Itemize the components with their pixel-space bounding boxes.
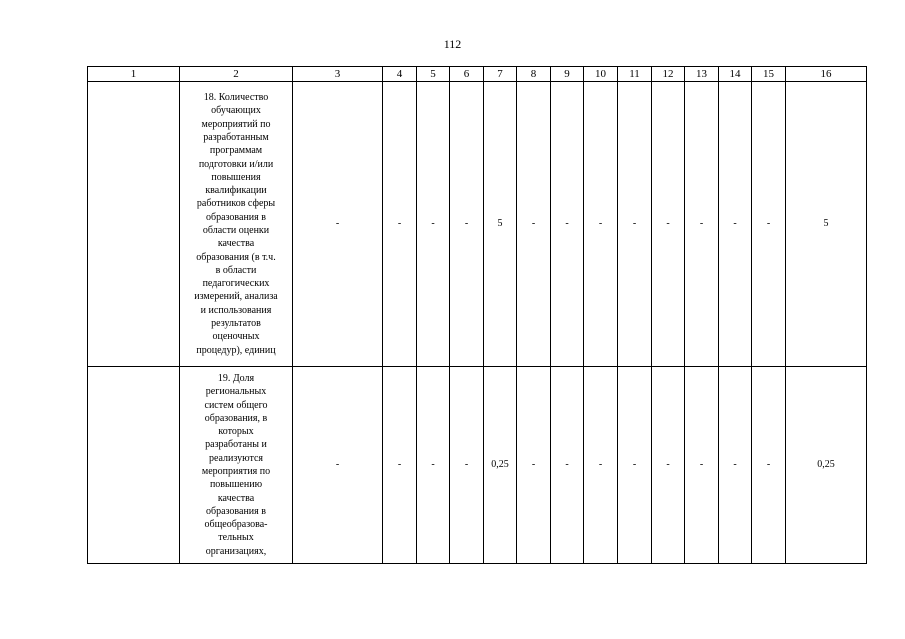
column-header: 14 <box>719 67 752 82</box>
table-cell: - <box>685 82 719 367</box>
column-header: 10 <box>584 67 618 82</box>
table-cell: - <box>719 367 752 564</box>
column-header: 11 <box>618 67 652 82</box>
column-header: 5 <box>417 67 450 82</box>
table-cell: - <box>450 82 484 367</box>
column-header: 9 <box>551 67 584 82</box>
table-cell: - <box>417 367 450 564</box>
column-header: 15 <box>752 67 786 82</box>
table-cell: - <box>293 367 383 564</box>
table-cell: - <box>752 82 786 367</box>
table-cell: - <box>450 367 484 564</box>
table-cell: - <box>752 367 786 564</box>
data-table <box>87 66 867 564</box>
table-cell: - <box>383 367 417 564</box>
table-cell: - <box>584 82 618 367</box>
indicator-text: 19. Доля региональных систем общего образования, в которых разработаны и реализуются мероприятия по повышению качества образования в общеобразова- тельных организациях, <box>201 372 271 557</box>
column-header: 13 <box>685 67 719 82</box>
table-row <box>88 367 867 564</box>
header-row <box>88 67 867 82</box>
column-header: 12 <box>652 67 685 82</box>
column-header: 4 <box>383 67 417 82</box>
table-cell <box>88 82 180 367</box>
page-number: 112 <box>443 37 462 51</box>
column-header: 1 <box>88 67 180 82</box>
table-cell: - <box>618 82 652 367</box>
column-header: 8 <box>517 67 551 82</box>
indicator-cell <box>180 82 293 367</box>
column-header: 3 <box>293 67 383 82</box>
indicator-text: 18. Количество обучающих мероприятий по разработанным программам подготовки и/или повышения квалификации работников сферы образования в области оценки качества образования (в т.ч. в области педагогических измерений, анализа и использования результатов оценочных процедур), единиц <box>194 92 278 356</box>
table-cell: - <box>652 82 685 367</box>
table-cell: - <box>551 82 584 367</box>
table-row <box>88 82 867 367</box>
table-cell: 5 <box>484 82 517 367</box>
table-cell: 0,25 <box>484 367 517 564</box>
column-header: 2 <box>180 67 293 82</box>
table-cell: - <box>584 367 618 564</box>
table-cell: - <box>719 82 752 367</box>
column-header: 6 <box>450 67 484 82</box>
table-cell: - <box>517 82 551 367</box>
table-cell: - <box>293 82 383 367</box>
table-cell: - <box>652 367 685 564</box>
table-cell: - <box>685 367 719 564</box>
table-cell: - <box>618 367 652 564</box>
table-cell: 0,25 <box>786 367 867 564</box>
table-cell: - <box>417 82 450 367</box>
table-cell: - <box>383 82 417 367</box>
indicator-cell <box>180 367 293 564</box>
table-cell: - <box>517 367 551 564</box>
table-cell <box>88 367 180 564</box>
table-cell: - <box>551 367 584 564</box>
column-header: 7 <box>484 67 517 82</box>
column-header: 16 <box>786 67 867 82</box>
table-cell: 5 <box>786 82 867 367</box>
